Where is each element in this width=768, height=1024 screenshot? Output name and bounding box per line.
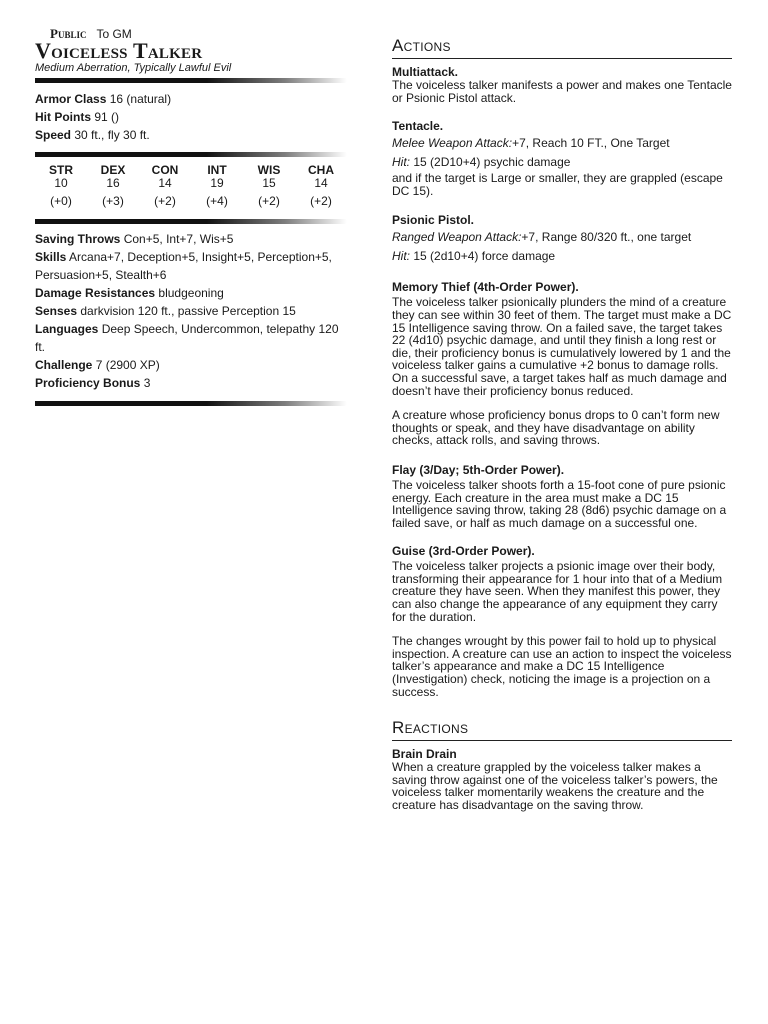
speed: Speed 30 ft., fly 30 ft. [35, 128, 150, 142]
creature-meta: Medium Aberration, Typically Lawful Evil [35, 62, 232, 74]
action-flay: Flay (3/Day; 5th-Order Power). The voiceless talker shoots forth a 15-foot cone of pure psionic energy. Each creature in the area must make a DC 15 Intelligence saving throw, taking 28 (8d6) psychic damage on a failed save, or half as much damage on a successful one. [392, 462, 727, 530]
action-multiattack: Multiattack. The voiceless talker manifests a power and makes one Tentacle or Psionic Pistol attack. [392, 65, 732, 105]
divider-bar [35, 78, 347, 83]
challenge: Challenge 7 (2900 XP) [35, 358, 160, 372]
action-psionic-pistol: Psionic Pistol. Ranged Weapon Attack:+7, Range 80/320 ft., one target Hit: 15 (2d10+4) force damage [392, 213, 692, 264]
damage-resistances: Damage Resistances bludgeoning [35, 286, 224, 300]
creature-name: Voiceless Talker [35, 38, 203, 63]
ability-int: INT 19 (+4) [206, 163, 228, 208]
statblock-left-column [35, 27, 347, 406]
action-tentacle: Tentacle. Melee Weapon Attack:+7, Reach 10 FT., One Target Hit: 15 (2D10+4) psychic damage and if the target is Large or smaller, they are grappled (escape DC 15). [392, 119, 723, 198]
ability-con: CON 14 (+2) [151, 163, 179, 208]
armor-class: Armor Class 16 (natural) [35, 92, 172, 106]
actions-heading: Actions [392, 36, 732, 59]
reaction-brain-drain: Brain Drain When a creature grappled by the voiceless talker makes a saving throw against one of the voiceless talker’s powers, the voiceless talker momentarily weakens the creature and the creature has disadvantage on the saving throw. [392, 747, 718, 812]
action-memory-thief: Memory Thief (4th-Order Power). The voiceless talker psionically plunders the mind of a creature they can see within 30 feet of them. The target must make a DC 15 Intelligence saving throw. On a failed save, the target takes 22 (4d10) psychic damage, and until they finish a long rest or die, their proficiency bonus is cumulatively lowered by 1 and the voiceless talker gains a cumulative +2 bonus to damage rolls. On a successful save, a target takes half as much damage and doesn’t have their proficiency bonus reduced. A creature whose proficiency bonus drops to 0 can’t form new thoughts or speak, and they have disadvantage on ability checks, attack rolls, and saving throws. [392, 280, 732, 448]
divider-bar [35, 219, 347, 224]
senses: Senses darkvision 120 ft., passive Perception 15 [35, 304, 296, 318]
proficiency-bonus: Proficiency Bonus 3 [35, 376, 151, 390]
skills: Skills Arcana+7, Deception+5, Insight+5, Perception+5, Persuasion+5, Stealth+6 [35, 250, 332, 282]
saving-throws: Saving Throws Con+5, Int+7, Wis+5 [35, 232, 234, 246]
ability-wis: WIS 15 (+2) [257, 163, 281, 208]
statblock-right-column [392, 36, 732, 812]
reactions-heading: Reactions [392, 718, 732, 741]
languages: Languages Deep Speech, Undercommon, telepathy 120 ft. [35, 322, 339, 354]
divider-bar [35, 152, 347, 157]
divider-bar [35, 401, 347, 406]
action-guise: Guise (3rd-Order Power). The voiceless talker projects a psionic image over their body, transforming their appearance for 1 hour into that of a Medium creature they have seen. When they manifest this power, they can also change the appearance of any equipment they carry for the duration. The changes wrought by this power fail to hold up to physical inspection. A creature can use an action to inspect the voiceless talker’s appearance and make a DC 15 Intelligence (Investigation) check, noticing the image is a projection on a success. [392, 544, 732, 699]
ability-scores [35, 164, 347, 210]
ability-cha: CHA 14 (+2) [308, 163, 334, 208]
public-toggle[interactable]: Public [50, 26, 87, 41]
to-gm-toggle[interactable]: To GM [96, 27, 132, 41]
ability-str: STR 10 (+0) [49, 163, 73, 208]
ability-dex: DEX 16 (+3) [100, 163, 126, 208]
hit-points: Hit Points 91 () [35, 110, 120, 124]
